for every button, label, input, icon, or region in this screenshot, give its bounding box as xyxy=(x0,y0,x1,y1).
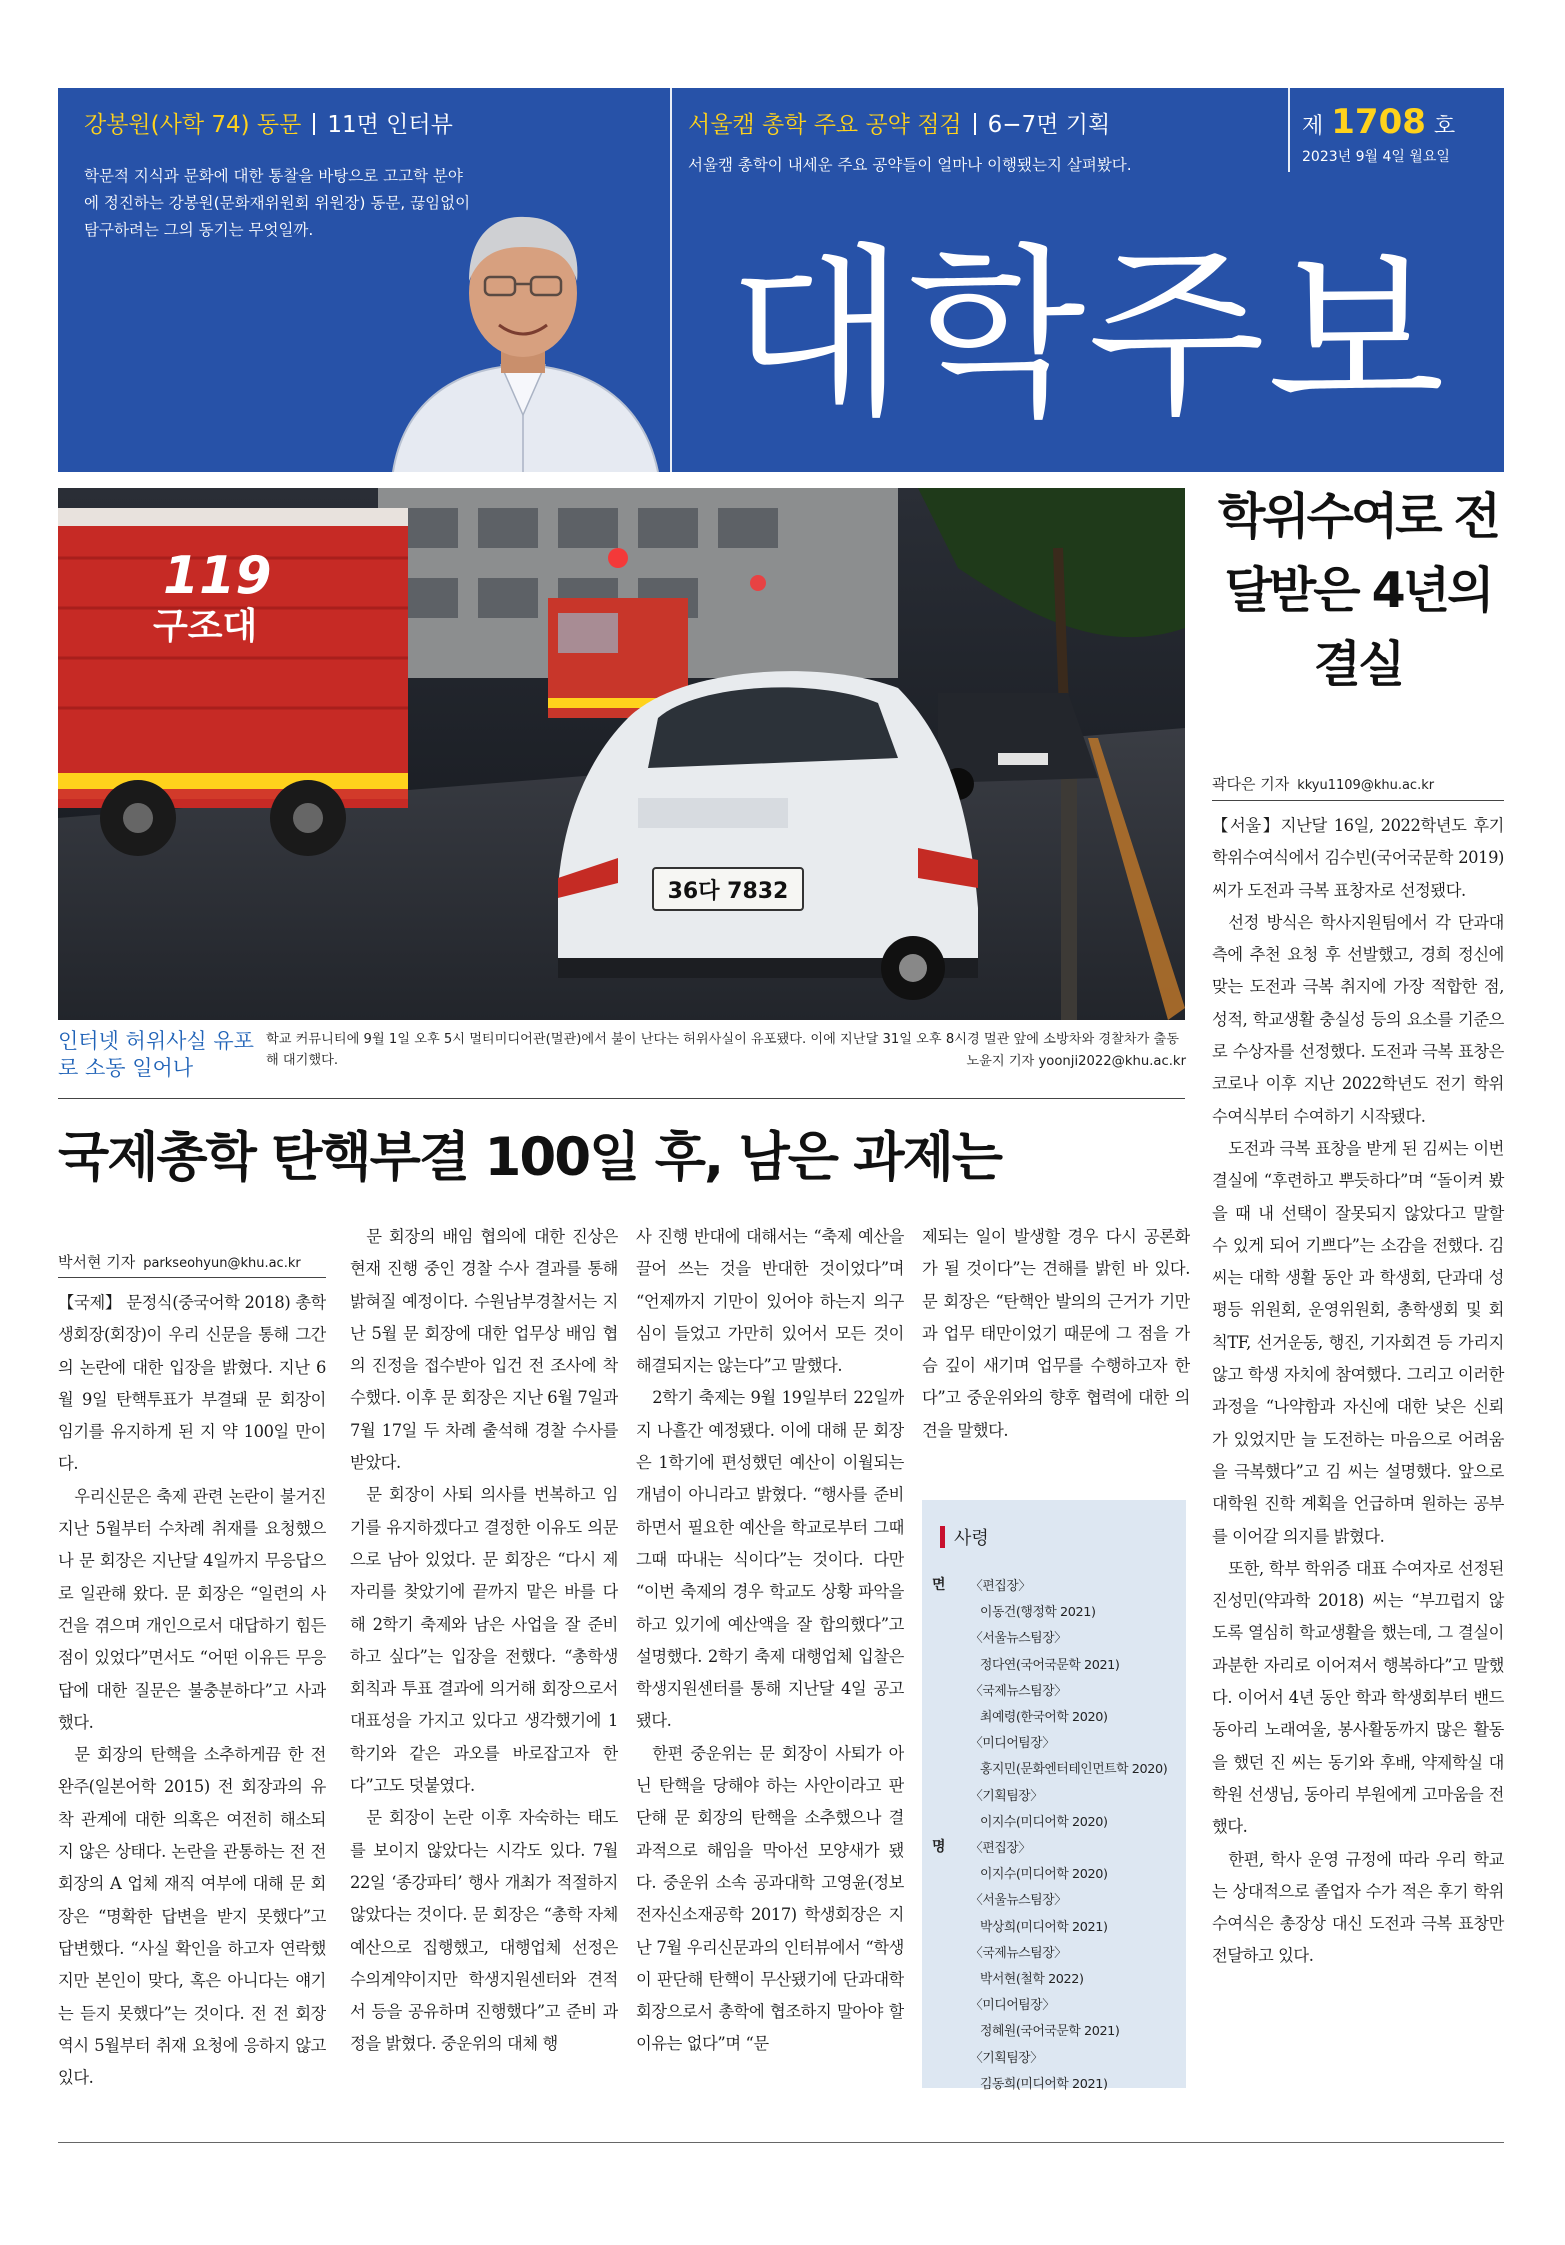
list-item: 박상희(미디어학 2021) xyxy=(980,1919,1108,1935)
list-item: 정다연(국어국문학 2021) xyxy=(980,1657,1120,1673)
article-column-4 xyxy=(922,1221,1190,1483)
appointments-title xyxy=(940,1524,989,1550)
side-story-paragraph: 【서울】지난달 16일, 2022학년도 후기 학위수여식에서 김수빈(국어국문학 2019) 씨가 도전과 극복 표창자로 선정됐다. xyxy=(1212,816,1504,900)
teaser-feature[interactable] xyxy=(688,106,1288,175)
photo-label: 인터넷 허위사실 유포로 소동 일어나 xyxy=(58,1029,254,1080)
article-column-3 xyxy=(636,1221,904,2097)
list-item: 이지수(미디어학 2020) xyxy=(980,1867,1108,1883)
teaser-feature-title: 서울캠 총학 주요 공약 점검 xyxy=(688,112,962,138)
teaser-feature-section: 6−7면 기획 xyxy=(987,112,1111,138)
list-item: 〈국제뉴스팀장〉 xyxy=(970,1683,1067,1699)
side-story-body xyxy=(1212,810,1504,1973)
article-paragraph: 문 회장이 논란 이후 자숙하는 태도를 보이지 않았다는 시각도 있다. 7월 22일 ‘종강파티’ 행사 개최가 적절하지 않았다는 것이다. 문 회장은 “총학 자체 예산으로 집행했고, 대행업체 선정은 수의계약이지만 학생지원센터와 견적서 등을 공유하며 진행했다”고 준비 과정을 밝혔다. 중운위의 대체 행 xyxy=(350,1808,618,2054)
appointments-box xyxy=(922,1500,1186,2092)
article-column-1 xyxy=(58,1287,326,2097)
list-item: 박서현(철학 2022) xyxy=(980,1972,1084,1988)
issue-info xyxy=(1302,102,1502,166)
list-item: 〈기획팀장〉 xyxy=(970,1788,1043,1804)
page-bottom-rule xyxy=(58,2142,1504,2143)
article-paragraph: 문 회장이 사퇴 의사를 번복하고 임기를 유지하겠다고 결정한 이유도 의문으로 남아 있었다. 문 회장은 “다시 제 자리를 찾았기에 끝까지 맡은 바를 다해 2학기 축제와 남은 사업을 잘 준비하고 싶다”는 입장을 전했다. “총학생회칙과 투표 결과에 의거해 회장으로서 대표성을 가지고 있다고 생각했기에 1학기와 같은 과오를 바로잡고자 한다”고도 덧붙였다. xyxy=(350,1485,618,1796)
list-item: 최예령(한국어학 2020) xyxy=(980,1710,1108,1726)
main-headline[interactable]: 국제총학 탄핵부결 100일 후, 남은 과제는 xyxy=(58,1127,1001,1188)
photo-caption: 학교 커뮤니티에 9월 1일 오후 5시 멀티미디어관(멀관)에서 불이 난다는 허위사실이 유포됐다. 이에 지난달 31일 오후 8시경 멀관 앞에 소방차와 경찰차가 출동해 대기했다. xyxy=(266,1032,1180,1068)
truck-number: 119 xyxy=(163,546,272,606)
main-byline-rule xyxy=(58,1277,326,1278)
list-item: 홍지민(문화엔터테인먼트학 2020) xyxy=(980,1762,1168,1778)
photo-credit: 노윤지 기자 yoonji2022@khu.ac.kr xyxy=(966,1054,1186,1069)
main-story-byline xyxy=(58,1251,301,1272)
teaser-feature-description: 서울캠 총학이 내세운 주요 공약들이 얼마나 이행됐는지 살펴봤다. xyxy=(688,156,1132,174)
masthead-divider xyxy=(1288,88,1290,172)
title-accent-bar xyxy=(940,1526,945,1548)
side-byline-rule xyxy=(1212,800,1504,801)
list-item: 〈서울뉴스팀장〉 xyxy=(970,1631,1067,1647)
side-story-reporter: 곽다은 기자 xyxy=(1212,775,1290,793)
interviewee-portrait xyxy=(373,153,673,472)
list-item: 〈미디어팀장〉 xyxy=(970,1998,1055,2014)
article-paragraph: 한편 중운위는 문 회장이 사퇴가 아닌 탄핵을 당해야 하는 사안이라고 판단해 문 회장의 탄핵을 소추했으나 결과적으로 해임을 막아선 모양새가 됐다. 중운위 소속 공과대학 고영윤(정보전자신소재공학 2017) 학생회장은 지난 7월 우리신문과의 인터뷰에서 “학생이 판단해 탄핵이 무산됐기에 단과대학 회장으로서 총학에 협조하지 말아야 할 이유는 없다”며 “문 xyxy=(636,1743,904,2054)
article-paragraph: 2학기 축제는 9월 19일부터 22일까지 나흘간 예정됐다. 이에 대해 문 회장은 1학기에 편성했던 예산이 이월되는 개념이 아니라고 밝혔다. “행사를 준비하면서 필요한 예산을 학교로부터 그때그때 따내는 식이다”는 것이다. 다만 “이번 축제의 경우 학교도 상황 파악을 하고 있기에 예산액을 잘 합의했다”고 설명했다. 2학기 축제 대행업체 입찰은 학생지원센터를 통해 지난달 4일 공고됐다. xyxy=(636,1388,904,1731)
list-item: 〈기획팀장〉 xyxy=(970,2050,1043,2066)
main-photo xyxy=(58,488,1185,1020)
side-story-paragraph: 한편, 학사 운영 규정에 따라 우리 학교는 상대적으로 졸업자 수가 적은 후기 학위수여식은 총장상 대신 도전과 극복 표창만 전달하고 있다. xyxy=(1212,1849,1504,1966)
article-column-2 xyxy=(350,1221,618,2097)
list-item: 〈편집장〉 xyxy=(970,1841,1031,1856)
list-item: 〈편집장〉 xyxy=(970,1579,1031,1594)
list-item: 김동희(미디어학 2021) xyxy=(980,2076,1108,2092)
side-story-email[interactable]: kkyu1109@khu.ac.kr xyxy=(1297,778,1435,793)
article-paragraph: 문 회장의 탄핵을 소추하게끔 한 전완주(일본어학 2015) 전 회장과의 유착 관계에 대한 의혹은 여전히 해소되지 않은 상태다. 논란을 관통하는 전 전 회장의 A 업체 재직 여부에 대해 문 회장은 “명확한 답변을 받지 못했다”고 답변했다. “사실 확인을 하고자 연락했지만 본인이 맞다, 혹은 아니다는 얘기는 듣지 못했다”는 것이다. 전 전 회장 역시 5월부터 취재 요청에 응하지 않고 있다. xyxy=(58,1745,326,2088)
list-item: 〈서울뉴스팀장〉 xyxy=(970,1893,1067,1909)
article-paragraph: 사 진행 반대에 대해서는 “축제 예산을 끌어 쓰는 것을 반대한 것이었다”며 “언제까지 기만이 있어야 하는지 의구심이 들었고 가만히 있어서 모든 것이 해결되지는 않는다”고 말했다. xyxy=(636,1227,904,1376)
masthead xyxy=(58,88,1504,472)
truck-label: 구조대 xyxy=(153,606,258,647)
side-story-paragraph: 선정 방식은 학사지원팀에서 각 단과대 측에 추천 요청 후 선발했고, 경희 정신에 맞는 도전과 극복 취지에 가장 적합한 점, 성적, 학교생활 충실성 등의 요소를 기준으로 수상자를 선정했다. 도전과 극복 표창은 코로나 이후 지난 2022학년도 전기 학위수여식부터 수여하기 시작됐다. xyxy=(1212,912,1504,1126)
side-story-title[interactable]: 학위수여로 전달받은 4년의 결실 xyxy=(1217,488,1499,693)
list-item: 이지수(미디어학 2020) xyxy=(980,1814,1108,1830)
appointed-label: 명 xyxy=(932,1839,946,1855)
article-paragraph: 문 회장의 배임 협의에 대한 진상은 현재 진행 중인 경찰 수사 결과를 통해 밝혀질 예정이다. 수원남부경찰서는 지난 5월 문 회장에 대한 업무상 배임 협의 진정을 접수받아 입건 전 조사에 착수했다. 이후 문 회장은 지난 6월 7일과 7월 17일 두 차례 출석해 경찰 수사를 받았다. xyxy=(350,1227,618,1473)
list-item: 이동건(행정학 2021) xyxy=(980,1605,1096,1621)
issue-number: 1708 xyxy=(1331,102,1426,142)
appointments-title-text: 사령 xyxy=(954,1528,989,1549)
appointed-list xyxy=(968,1836,1183,2098)
dismissed-label: 면 xyxy=(932,1577,946,1593)
teaser-interview-name: 강봉원(사학 74) 동문 xyxy=(84,112,302,138)
list-item: 정혜원(국어국문학 2021) xyxy=(980,2024,1120,2040)
side-story-paragraph: 또한, 학부 학위증 대표 수여자로 선정된 진성민(약과학 2018) 씨는 “부끄럽지 않도록 열심히 학교생활을 했는데, 그 결실이 과분한 자리로 이어져서 행복하다”고 말했다. 이어서 4년 동안 학과 학생회부터 밴드 동아리 노래여울, 봉사활동까지 많은 활동을 했던 진 씨는 동기와 후배, 약제학실 대학원 선생님, 동아리 부원에게 고마움을 전했다. xyxy=(1212,1558,1504,1837)
teaser-interview-description: 학문적 지식과 문화에 대한 통찰을 바탕으로 고고학 분야에 정진하는 강봉원(문화재위원회 위원장) 동문, 끊임없이 탐구하려는 그의 동기는 무엇일까. xyxy=(84,167,471,239)
dismissed-list xyxy=(968,1574,1183,1836)
main-story-reporter: 박서현 기자 xyxy=(58,1253,136,1271)
issue-date: 2023년 9월 4일 월요일 xyxy=(1302,149,1450,165)
list-item: 〈국제뉴스팀장〉 xyxy=(970,1945,1067,1961)
side-story-paragraph: 도전과 극복 표창을 받게 된 김씨는 이번 결실에 “후련하고 뿌듯하다”며 “돌이켜 봤을 때 내 선택이 잘못되지 않았다고 말할 수 있게 되어 기쁘다”는 소감을 전했다. 김 씨는 대학 생활 동안 과 학생회, 단과대 성평등 위원회, 운영위원회, 총학생회 및 회칙TF, 선거운동, 행진, 기자회견 등 가리지 않고 학생 자치에 참여했다. 그리고 이러한 과정을 “나약함과 자신에 대한 낮은 신뢰가 있었지만 늘 도전하는 마음으로 어려움을 극복했다”고 김 씨는 설명했다. 앞으로 대학원 진학 계획을 언급하며 원하는 공부를 이어갈 의지를 밝혔다. xyxy=(1212,1138,1504,1546)
section-divider xyxy=(58,1098,1185,1099)
side-story-byline xyxy=(1212,773,1434,794)
issue-suffix: 호 xyxy=(1433,114,1456,139)
article-paragraph: 【국제】 문정식(중국어학 2018) 총학생회장(회장)이 우리 신문을 통해 그간의 논란에 대한 입장을 밝혔다. 지난 6월 9일 탄핵투표가 부결돼 문 회장이 임기를 유지하게 된 지 약 100일 만이다. xyxy=(58,1293,326,1474)
article-paragraph: 제되는 일이 발생할 경우 다시 공론화가 될 것이다”는 견해를 밝힌 바 있다. 문 회장은 “탄핵안 발의의 근거가 기만과 업무 태만이었기 때문에 그 점을 가슴 깊이 새기며 업무를 수행하고자 한다”고 중운위와의 향후 협력에 대한 의견을 말했다. xyxy=(922,1227,1190,1440)
fire-truck xyxy=(58,508,408,856)
list-item: 〈미디어팀장〉 xyxy=(970,1736,1055,1752)
issue-prefix: 제 xyxy=(1302,114,1324,139)
newspaper-logo: 대학주보 xyxy=(728,228,1447,442)
article-paragraph: 우리신문은 축제 관련 논란이 불거진 지난 5월부터 수차례 취재를 요청했으나 문 회장은 지난달 4일까지 무응답으로 일관해 왔다. 문 회장은 “일련의 사건을 겪으며 개인으로서 대답하기 힘든 점이 있었다”면서도 “어떤 이유든 무응답에 대한 질문은 불충분하다”고 사과했다. xyxy=(58,1486,326,1732)
teaser-interview-section: 11면 인터뷰 xyxy=(327,112,453,138)
license-plate: 36다 7832 xyxy=(667,879,789,904)
main-story-email[interactable]: parkseohyun@khu.ac.kr xyxy=(143,1256,301,1271)
